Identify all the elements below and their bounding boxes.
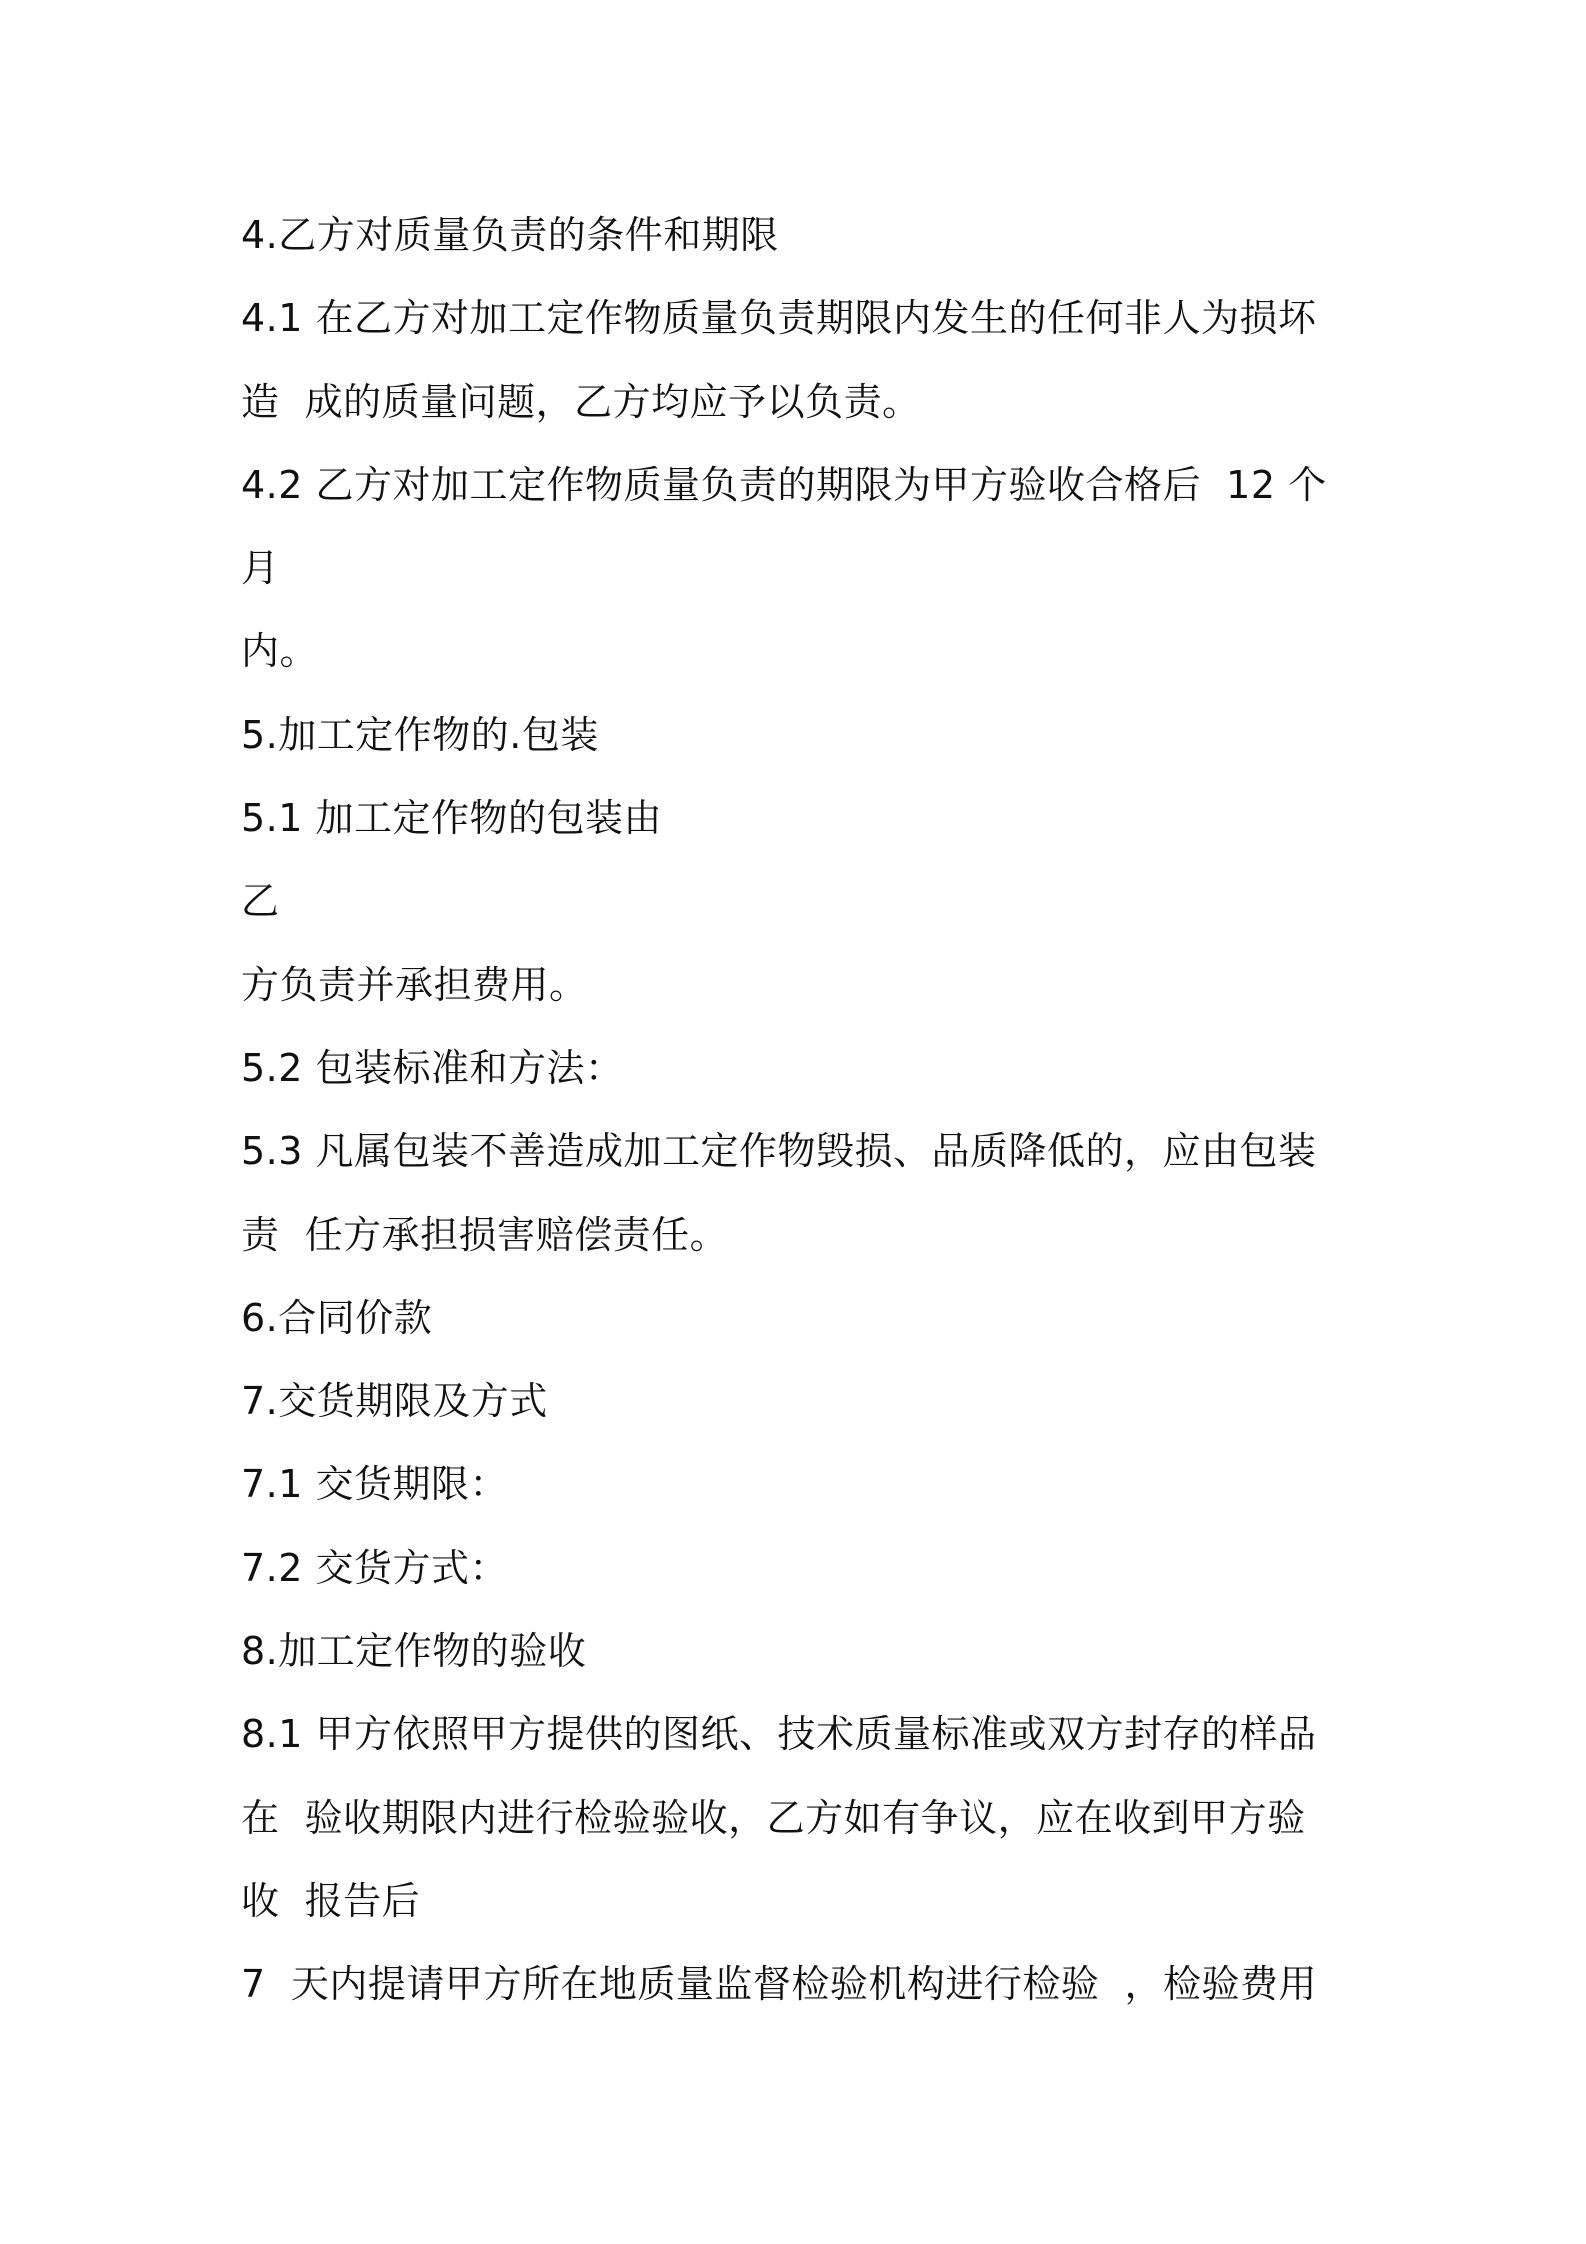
clause-5-3: 5.3 凡属包装不善造成加工定作物毁损、品质降低的，应由包装 <box>241 1129 1317 1174</box>
clause-5-1-continued-1: 乙 <box>241 879 280 924</box>
clause-8-1: 8.1 甲方依照甲方提供的图纸、技术质量标准或双方封存的样品 <box>241 1712 1317 1757</box>
clause-8-1-continued-3: 7 天内提请甲方所在地质量监督检验机构进行检验 ，检验费用 <box>241 1962 1317 2007</box>
clause-7-1: 7.1 交货期限： <box>241 1462 509 1507</box>
clause-5-1: 5.1 加工定作物的包装由 <box>241 796 663 841</box>
document-body <box>241 194 1361 2027</box>
clause-4-2-continued-2: 内。 <box>241 629 319 674</box>
section-heading-4: 4.乙方对质量负责的条件和期限 <box>241 213 779 257</box>
section-heading-6: 6.合同价款 <box>241 1295 433 1340</box>
section-heading-8: 8.加工定作物的验收 <box>241 1629 587 1674</box>
clause-4-2-continued-1: 月 <box>241 546 280 591</box>
clause-5-1-continued-2: 方负责并承担费用。 <box>241 962 588 1007</box>
clause-4-2: 4.2 乙方对加工定作物质量负责的期限为甲方验收合格后 12 个 <box>241 462 1327 507</box>
clause-8-1-continued-1: 在 验收期限内进行检验验收，乙方如有争议，应在收到甲方验 <box>241 1795 1306 1840</box>
clause-4-1-continued: 造 成的质量问题，乙方均应予以负责。 <box>241 379 921 424</box>
clause-5-3-continued: 责 任方承担损害赔偿责任。 <box>241 1212 729 1257</box>
clause-5-2: 5.2 包装标准和方法： <box>241 1045 624 1090</box>
clause-8-1-continued-2: 收 报告后 <box>241 1878 421 1923</box>
section-heading-7: 7.交货期限及方式 <box>241 1379 548 1424</box>
section-heading-5: 5.加工定作物的.包装 <box>241 712 599 757</box>
clause-4-1: 4.1 在乙方对加工定作物质量负责期限内发生的任何非人为损坏 <box>241 296 1317 341</box>
clause-7-2: 7.2 交货方式： <box>241 1545 509 1590</box>
